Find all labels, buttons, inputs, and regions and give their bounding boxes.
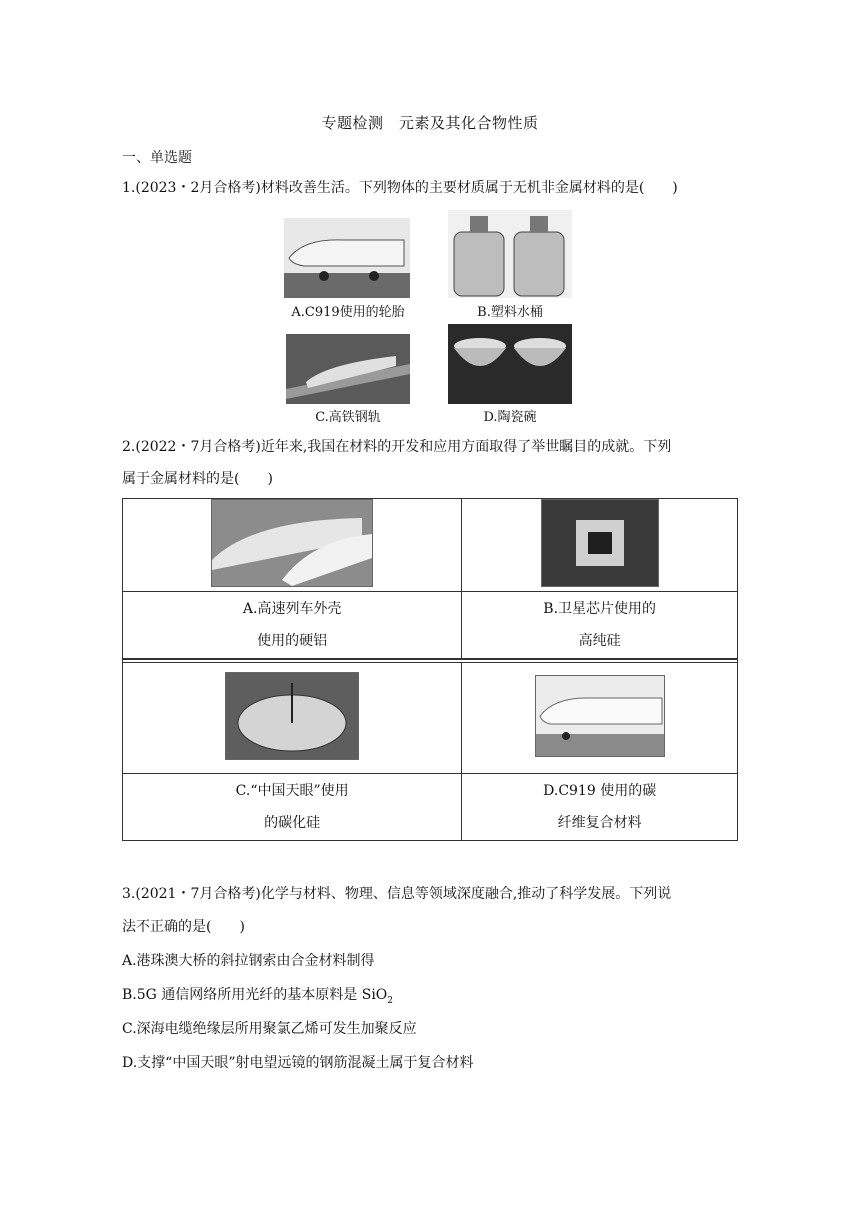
- water-bucket-image: [448, 210, 572, 298]
- q2-cell-a-text: [123, 592, 462, 660]
- q2-cell-d-text: [462, 774, 738, 841]
- q1-option-c: C.高铁钢轨: [315, 410, 381, 425]
- chip-image: [541, 499, 659, 587]
- question-1-text: 1.(2023・2月合格考)材料改善生活。下列物体的主要材质属于无机非金属材料的是( ): [122, 180, 678, 196]
- q3-option-c: C.深海电缆绝缘层所用聚氯乙烯可发生加聚反应: [122, 1021, 417, 1037]
- fast-telescope-image: [225, 672, 359, 760]
- question-3-line2: 法不正确的是( ): [122, 919, 245, 935]
- q2-option-d-line2: 纤维复合材料: [557, 815, 642, 831]
- airplane-tire-image: [284, 218, 410, 298]
- q2-option-a-line1: A.高速列车外壳: [242, 601, 342, 617]
- q2-option-b-line2: 高纯硅: [578, 633, 621, 649]
- page-title: 专题检测 元素及其化合物性质: [321, 114, 539, 132]
- q1-option-d: D.陶瓷碗: [483, 410, 537, 425]
- high-speed-rail-image: [286, 334, 410, 404]
- q2-option-d-line1: D.C919 使用的碳: [543, 783, 657, 799]
- q2-option-c-line1: C.“中国天眼”使用: [235, 783, 349, 799]
- q2-option-c-line2: 的碳化硅: [264, 815, 321, 831]
- q3-option-d: D.支撑“中国天眼”射电望远镜的钢筋混凝土属于复合材料: [122, 1055, 474, 1071]
- q2-option-b-line1: B.卫星芯片使用的: [543, 601, 657, 617]
- q3-option-a: A.港珠澳大桥的斜拉钢索由合金材料制得: [122, 953, 375, 969]
- q2-options-table: [122, 498, 738, 841]
- q2-cell-a-image: [123, 499, 462, 592]
- question-3-line1: 3.(2021・7月合格考)化学与材料、物理、信息等领域深度融合,推动了科学发展。下列说: [122, 886, 672, 902]
- c919-airplane-image: [535, 675, 665, 757]
- q1-option-a: A.C919使用的轮胎: [291, 305, 405, 320]
- q3-option-b-subscript: 2: [387, 995, 394, 1006]
- question-2-line2: 属于金属材料的是( ): [122, 471, 273, 487]
- q2-cell-b-image: [462, 499, 738, 592]
- q2-cell-c-text: [123, 774, 462, 841]
- ceramic-bowls-image: [448, 324, 572, 404]
- q1-option-b: B.塑料水桶: [477, 305, 543, 320]
- q2-cell-b-text: [462, 592, 738, 660]
- q2-cell-c-image: [123, 663, 462, 774]
- q3-option-b: [122, 985, 393, 1011]
- section-heading: 一、单选题: [122, 150, 192, 166]
- q3-option-b-text: B.5G 通信网络所用光纤的基本原料是 SiO: [122, 987, 388, 1003]
- question-2-line1: 2.(2022・7月合格考)近年来,我国在材料的开发和应用方面取得了举世瞩目的成就。下列: [122, 439, 672, 455]
- q2-option-a-line2: 使用的硬铝: [257, 633, 328, 649]
- q2-cell-d-image: [462, 663, 738, 774]
- bullet-train-image: [211, 499, 373, 587]
